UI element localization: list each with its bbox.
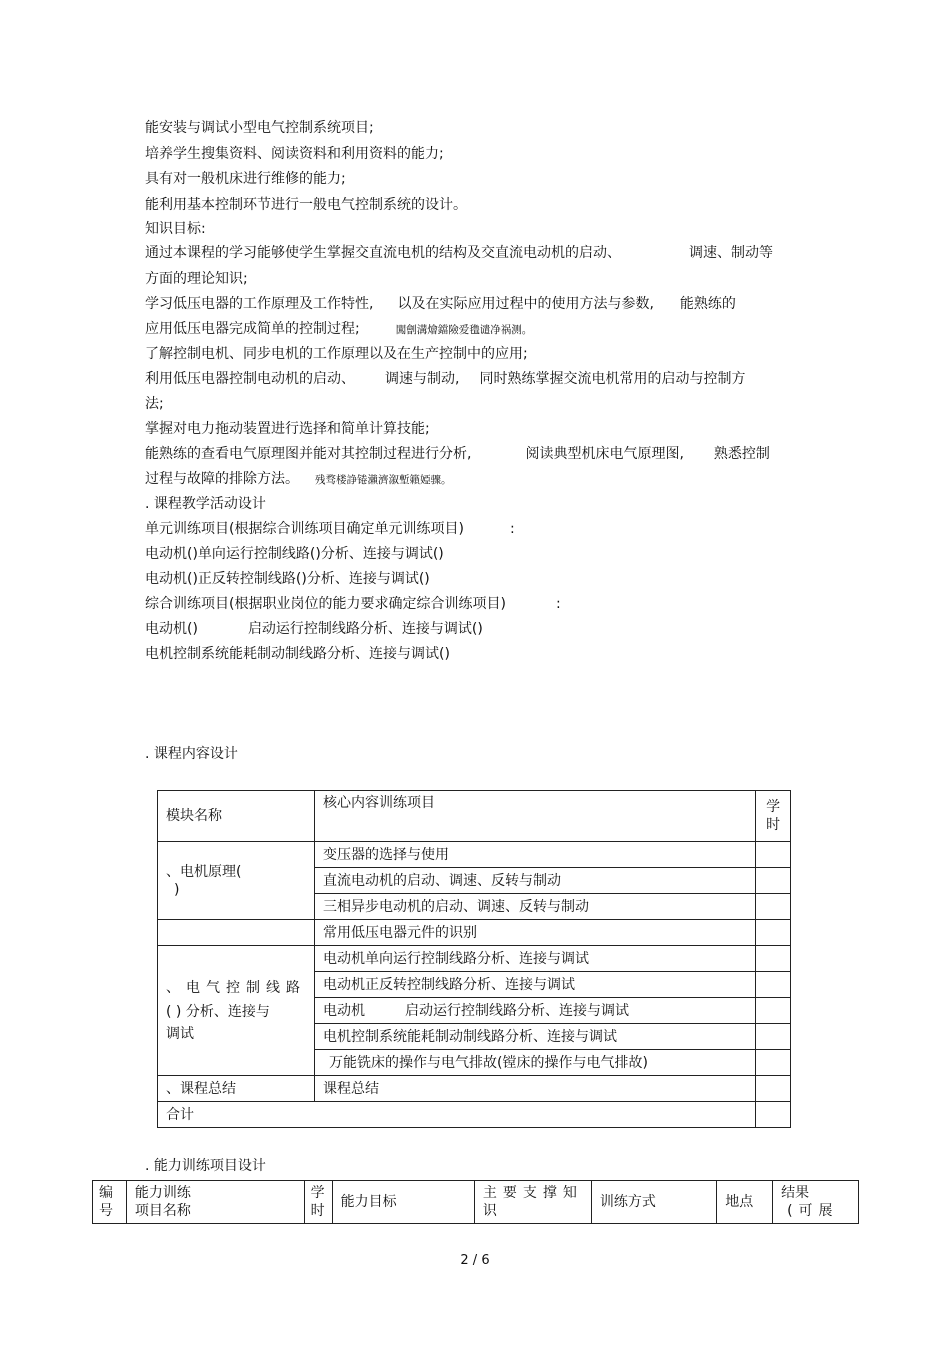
- hours-cell: [756, 998, 791, 1024]
- text-segment: 能熟练的: [679, 296, 736, 312]
- header-text: 编: [99, 1185, 113, 1201]
- text-line: 具有对一般机床进行维修的能力;: [145, 171, 346, 187]
- table-cell: 电动机单向运行控制线路分析、连接与调试: [315, 946, 756, 972]
- header-text: 时: [310, 1203, 325, 1219]
- module-cell: [158, 842, 315, 920]
- text-segment: 阅读典型机床电气原理图,: [525, 446, 684, 462]
- total-cell: 合计: [158, 1102, 756, 1128]
- section-heading: . 课程内容设计: [145, 746, 238, 762]
- text-line: 电动机()单向运行控制线路()分析、连接与调试(): [145, 546, 444, 562]
- hours-cell: [756, 1102, 791, 1128]
- header-text: 项目名称: [134, 1203, 191, 1219]
- table-row: [158, 842, 791, 868]
- text-segment: 熟悉控制: [713, 446, 770, 462]
- module-name: 、电机原理(: [166, 863, 242, 880]
- header-text: (可展: [787, 1203, 839, 1219]
- text-line: [145, 320, 532, 339]
- table-cell: [315, 998, 756, 1024]
- header-text: 能力训练: [134, 1185, 191, 1201]
- text-segment: 学习低压电器的工作原理及工作特性,: [145, 296, 374, 312]
- table-row: [158, 1102, 791, 1128]
- module-name: 调试: [166, 1025, 194, 1042]
- table-cell: 电动机正反转控制线路分析、连接与调试: [315, 972, 756, 998]
- text-segment: 启动运行控制线路分析、连接与调试(): [247, 621, 483, 637]
- module-name: ( ) 分析、连接与: [166, 1003, 270, 1020]
- table-header: [304, 1181, 332, 1224]
- text-line: 方面的理论知识;: [145, 271, 248, 287]
- hours-cell: [756, 920, 791, 946]
- table-header: [773, 1181, 859, 1224]
- text-segment: 调速与制动,: [385, 371, 460, 387]
- table-header: 模块名称: [158, 791, 315, 842]
- section-heading: . 能力训练项目设计: [145, 1158, 266, 1174]
- garbled-text: 闖劊溝燴鐺險爱氇谴净祸测。: [395, 324, 533, 336]
- hours-cell: [756, 972, 791, 998]
- text-segment: 单元训练项目(根据综合训练项目确定单元训练项目): [145, 521, 464, 537]
- section-label: 知识目标:: [145, 221, 206, 237]
- hours-cell: [756, 1076, 791, 1102]
- page-number: 2 / 6: [460, 1253, 490, 1268]
- module-cell: [158, 920, 315, 946]
- header-text: 识: [482, 1203, 497, 1219]
- text-line: 法;: [145, 396, 164, 412]
- text-line: 掌握对电力拖动装置进行选择和简单计算技能;: [145, 421, 430, 437]
- table-header: 核心内容训练项目: [315, 791, 756, 842]
- table-header-row: [158, 791, 791, 842]
- text-segment: 调速、制动等: [689, 245, 773, 261]
- text-line: [145, 244, 773, 262]
- table-cell: 常用低压电器元件的识别: [315, 920, 756, 946]
- table-header: 地点: [717, 1181, 773, 1224]
- header-text: 主要支撑知: [482, 1185, 583, 1201]
- table-header: [126, 1181, 304, 1224]
- text-line: 电动机()正反转控制线路()分析、连接与调试(): [145, 571, 430, 587]
- text-segment: 能熟练的查看电气原理图并能对其控制过程进行分析,: [145, 446, 472, 462]
- text-segment: 通过本课程的学习能够使学生掌握交直流电机的结构及交直流电动机的启动、: [145, 245, 621, 261]
- table-header-row: [93, 1181, 859, 1224]
- section-heading: . 课程教学活动设计: [145, 496, 266, 512]
- course-content-table: [157, 790, 791, 1128]
- table-row: [158, 1076, 791, 1102]
- module-name: 、电气控制线路: [166, 979, 306, 996]
- table-header: 能力目标: [332, 1181, 474, 1224]
- table-cell: 电机控制系统能耗制动制线路分析、连接与调试: [315, 1024, 756, 1050]
- text-segment: 利用低压电器控制电动机的启动、: [145, 371, 355, 387]
- text-segment: :: [509, 521, 515, 537]
- ability-training-table: [92, 1180, 859, 1224]
- text-line: 培养学生搜集资料、阅读资料和利用资料的能力;: [145, 146, 444, 162]
- module-cell: 、课程总结: [158, 1076, 315, 1102]
- hours-cell: [756, 1050, 791, 1076]
- text-line: [145, 620, 483, 638]
- text-line: 了解控制电机、同步电机的工作原理以及在生产控制中的应用;: [145, 346, 528, 362]
- text-segment: :: [555, 596, 561, 612]
- table-row: [158, 920, 791, 946]
- table-header: [756, 791, 791, 842]
- text-segment: 综合训练项目(根据职业岗位的能力要求确定综合训练项目): [145, 596, 506, 612]
- table-cell: 直流电动机的启动、调速、反转与制动: [315, 868, 756, 894]
- text-segment: 同时熟练掌握交流电机常用的启动与控制方: [479, 371, 746, 387]
- text-segment: 电动机(): [145, 621, 198, 637]
- table-cell: 课程总结: [315, 1076, 756, 1102]
- hours-cell: [756, 894, 791, 920]
- text-segment: 启动运行控制线路分析、连接与调试: [405, 1002, 629, 1019]
- hours-cell: [756, 842, 791, 868]
- header-text: 时: [766, 817, 781, 833]
- text-line: [145, 370, 745, 388]
- text-segment: 应用低压电器完成简单的控制过程;: [145, 321, 360, 337]
- table-cell: 变压器的选择与使用: [315, 842, 756, 868]
- text-segment: 以及在实际应用过程中的使用方法与参数,: [397, 296, 654, 312]
- text-segment: 过程与故障的排除方法。: [145, 471, 299, 487]
- text-line: [145, 470, 452, 489]
- header-text: 号: [99, 1203, 113, 1219]
- text-line: 能利用基本控制环节进行一般电气控制系统的设计。: [145, 197, 467, 213]
- hours-cell: [756, 946, 791, 972]
- text-line: 能安装与调试小型电气控制系统项目;: [145, 120, 374, 136]
- text-line: 电机控制系统能耗制动制线路分析、连接与调试(): [145, 646, 450, 662]
- hours-cell: [756, 868, 791, 894]
- table-cell: 万能铣床的操作与电气排故(镗床的操作与电气排故): [315, 1050, 756, 1076]
- text-line: [145, 595, 561, 613]
- module-name: ): [174, 881, 180, 898]
- module-cell: [158, 946, 315, 1076]
- table-cell: 三相异步电动机的启动、调速、反转与制动: [315, 894, 756, 920]
- text-line: [145, 445, 770, 463]
- table-header: [93, 1181, 127, 1224]
- hours-cell: [756, 1024, 791, 1050]
- header-text: 结果: [781, 1185, 810, 1201]
- table-header: [474, 1181, 591, 1224]
- text-segment: 电动机: [323, 1002, 365, 1019]
- text-line: [145, 520, 515, 538]
- header-text: 学: [766, 799, 781, 815]
- table-header: 训练方式: [591, 1181, 716, 1224]
- garbled-text: 残骛楼諍锩瀨濟溆塹籟婭骤。: [315, 474, 452, 486]
- table-row: [158, 946, 791, 972]
- text-line: [145, 295, 736, 313]
- header-text: 学: [310, 1185, 325, 1201]
